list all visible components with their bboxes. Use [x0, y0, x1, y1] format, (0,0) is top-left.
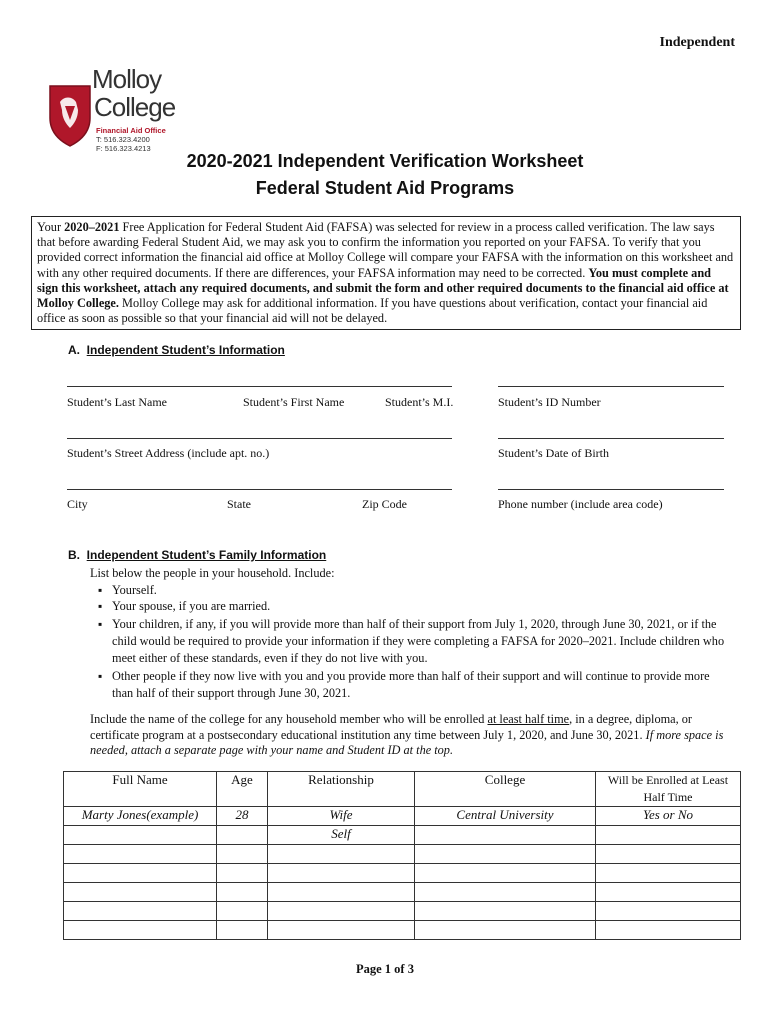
intro-text-a: Your — [37, 220, 65, 234]
college-cell[interactable] — [415, 864, 596, 883]
header-enrollment: Will be Enrolled at Least Half Time — [596, 772, 741, 807]
student-id-label: Student’s ID Number — [498, 395, 601, 409]
table-row — [64, 807, 741, 826]
city-state-zip-field-line[interactable] — [67, 489, 452, 490]
student-id-field-line[interactable] — [498, 386, 724, 387]
enrollment-cell[interactable] — [596, 864, 741, 883]
enrollment-cell[interactable] — [596, 921, 741, 940]
logo-text-line2: College — [94, 92, 176, 122]
note-underlined: at least half time — [487, 712, 570, 726]
shield-icon — [48, 84, 92, 148]
section-a-heading — [68, 343, 285, 357]
mi-label: Student’s M.I. — [385, 395, 454, 409]
example-enrollment: Yes or No — [596, 807, 741, 826]
section-b-letter: B. — [68, 548, 80, 562]
college-cell[interactable] — [415, 845, 596, 864]
household-criteria-list — [90, 583, 730, 702]
relationship-cell[interactable] — [268, 883, 415, 902]
age-cell[interactable] — [217, 921, 268, 940]
enrollment-cell[interactable] — [596, 845, 741, 864]
enrollment-cell[interactable] — [596, 826, 741, 845]
college-cell[interactable] — [415, 921, 596, 940]
list-item: ▪ Your children, if any, if you will provide more than half of their support from July 1, 2020, through June 30, 2021, or if the child would be required to provide your information if they were completing a FAFSA for 2020–2021. Include children who meet either of these standards, even if they do not live with you. — [90, 616, 730, 667]
section-b-body — [90, 566, 730, 702]
name-cell[interactable] — [64, 826, 217, 845]
relationship-cell[interactable] — [268, 921, 415, 940]
table-header-row — [64, 772, 741, 807]
table-row — [64, 845, 741, 864]
name-cell[interactable] — [64, 845, 217, 864]
zip-label: Zip Code — [362, 497, 407, 511]
enrollment-cell[interactable] — [596, 883, 741, 902]
note-italic: If more space is needed, attach a separate page with your name and Student ID at the top. — [90, 727, 724, 757]
relationship-cell[interactable] — [268, 864, 415, 883]
example-name: Marty Jones(example) — [64, 807, 217, 826]
relationship-cell[interactable] — [268, 902, 415, 921]
table-row — [64, 826, 741, 845]
enrollment-note — [90, 712, 730, 759]
name-cell[interactable] — [64, 864, 217, 883]
page-title: 2020-2021 Independent Verification Worksheet — [186, 151, 584, 171]
household-table — [63, 771, 741, 940]
name-field-line[interactable] — [67, 386, 452, 387]
relationship-cell-self: Self — [268, 826, 415, 845]
age-cell[interactable] — [217, 845, 268, 864]
table-row — [64, 902, 741, 921]
note-text-b: , in a degree, diploma, or certificate program at a postsecondary educational institution any time between July 1, 2020, and June 30, 2021. — [90, 712, 693, 742]
age-cell[interactable] — [217, 883, 268, 902]
table-row — [64, 883, 741, 902]
header-age: Age — [217, 772, 268, 807]
age-cell[interactable] — [217, 826, 268, 845]
example-college: Central University — [415, 807, 596, 826]
header-full-name: Full Name — [64, 772, 217, 807]
intro-box — [31, 216, 741, 330]
intro-text-e: Molloy College may ask for additional information. If you have questions about verification, contact your financial aid office as soon as possible so that your financial aid will not be delayed. — [37, 296, 708, 326]
relationship-cell[interactable] — [268, 845, 415, 864]
name-cell[interactable] — [64, 883, 217, 902]
college-cell[interactable] — [415, 902, 596, 921]
name-cell[interactable] — [64, 902, 217, 921]
first-name-label: Student’s First Name — [243, 395, 345, 409]
section-a-letter: A. — [68, 343, 80, 357]
logo-office-name: Financial Aid Office — [96, 126, 166, 135]
dob-label: Student’s Date of Birth — [498, 446, 609, 460]
name-cell[interactable] — [64, 921, 217, 940]
molloy-college-logo — [48, 66, 178, 158]
college-cell[interactable] — [415, 826, 596, 845]
table-row — [64, 921, 741, 940]
state-label: State — [227, 497, 251, 511]
enrollment-cell[interactable] — [596, 902, 741, 921]
logo-text-line1: Molloy — [92, 64, 162, 94]
section-a-title: Independent Student’s Information — [86, 343, 285, 357]
section-b-title: Independent Student’s Family Information — [86, 548, 327, 562]
street-label: Student’s Street Address (include apt. no.) — [67, 446, 270, 460]
college-cell[interactable] — [415, 883, 596, 902]
note-text-a: Include the name of the college for any household member who will be enrolled — [90, 712, 488, 726]
city-label: City — [67, 497, 88, 511]
section-b-lead: List below the people in your household. Include: — [90, 566, 335, 580]
header-relationship: Relationship — [268, 772, 415, 807]
example-age: 28 — [217, 807, 268, 826]
list-item: ▪ Other people if they now live with you and you provide more than half of their support and will continue to provide more than half of their support through June 30, 2021. — [90, 668, 730, 702]
phone-field-line[interactable] — [498, 489, 724, 490]
page-number: Page 1 of 3 — [356, 962, 414, 976]
section-b-heading — [68, 548, 326, 562]
form-type-label: Independent — [659, 35, 735, 50]
table-row — [64, 864, 741, 883]
page-subtitle: Federal Student Aid Programs — [255, 178, 515, 198]
intro-text-c: Free Application for Federal Student Aid (FAFSA) was selected for review in a process called verification. The law says that before awarding Federal Student Aid, we may ask you to confirm the information you reported on your FAFSA. To verify that you provided correct information the financial aid office at Molloy College will compare your FAFSA with the information on this worksheet and with any other required documents. If there are differences, your FAFSA information may need to be corrected. — [37, 220, 734, 280]
header-college: College — [415, 772, 596, 807]
age-cell[interactable] — [217, 902, 268, 921]
list-item: ▪ Your spouse, if you are married. — [90, 599, 730, 615]
phone-label: Phone number (include area code) — [498, 497, 663, 511]
list-item: ▪ Yourself. — [90, 583, 730, 599]
age-cell[interactable] — [217, 864, 268, 883]
example-relationship: Wife — [268, 807, 415, 826]
dob-field-line[interactable] — [498, 438, 724, 439]
logo-phone: T: 516.323.4200 — [96, 135, 150, 144]
last-name-label: Student’s Last Name — [67, 395, 167, 409]
intro-year: 2020–2021 — [64, 220, 120, 234]
street-field-line[interactable] — [67, 438, 452, 439]
logo-fax: F: 516.323.4213 — [96, 144, 151, 153]
intro-emphasis: You must complete and sign this worksheet, attach any required documents, and submit the form and other required documents to the financial aid office at Molloy College. — [37, 265, 729, 311]
